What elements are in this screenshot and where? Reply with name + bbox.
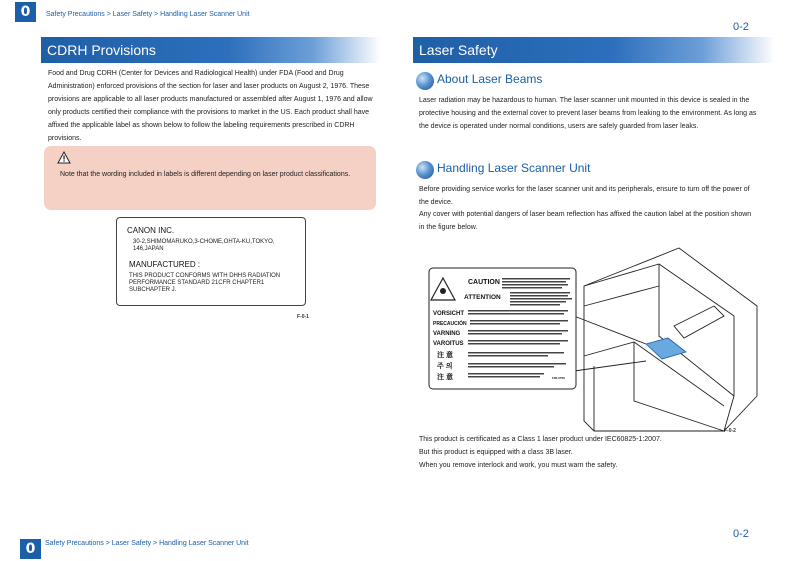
footer-line-2: But this product is equipped with a class 3B laser. <box>419 449 573 456</box>
about-laser-body: Laser radiation may be hazardous to human. The laser scanner unit mounted in this device is sealed in the protective housing and the external cover to prevent laser beams from leaking to the environment. As long as the device is operated under normal conditions, users are safely guarded from laser leaks. <box>419 97 757 130</box>
handling-body-1: Before providing service works for the laser scanner unit and its peripherals, ensure to turn off the power of the device. <box>419 186 750 206</box>
caution-note <box>44 146 376 210</box>
cdrh-body: Food and Drug CDRH (Center for Devices and Radiological Health) under FDA (Food and Drug Administration) enforced provisions of the section for laser and laser products on August 2, 1976. These provisions are applicable to all laser products manufactured or assembled after August 1, 1976 and allow only products certified their compliance with the provisions to market in the US. Each product shall have affixed the applicable label as shown below to follow the labeling requirements prescribed in CDRH provisions. <box>48 70 373 142</box>
caution-note-text: Note that the wording included in labels is different depending on laser product classifications. <box>60 171 351 178</box>
breadcrumb-item[interactable]: Safety Precautions <box>45 540 104 547</box>
caution-word: VARNING <box>433 331 461 337</box>
handling-heading: Handling Laser Scanner Unit <box>416 160 646 180</box>
footer-line-3: When you remove interlock and work, you must warn the safety. <box>419 462 618 469</box>
section-title-cdrh: CDRH Provisions <box>41 37 381 63</box>
caution-word: VORSICHT <box>433 311 465 317</box>
figure-label-1: F-0-1 <box>297 314 309 320</box>
cdrh-label <box>116 217 306 306</box>
breadcrumb: Safety Precautions > Laser Safety > Handling Laser Scanner Unit <box>46 11 250 18</box>
breadcrumb-item[interactable]: Handling Laser Scanner Unit <box>160 11 250 18</box>
chapter-badge-bottom: 0 <box>20 539 41 559</box>
caution-label-code: F00-0700 <box>552 376 565 380</box>
bullet-ball-icon <box>416 161 434 179</box>
chapter-badge: 0 <box>15 2 36 22</box>
page-number-bottom: 0-2 <box>733 528 749 540</box>
figure-label-2: F-0-2 <box>724 428 736 434</box>
breadcrumb-item[interactable]: Safety Precautions <box>46 11 105 18</box>
caution-word: ATTENTION <box>464 294 501 301</box>
caution-word: 注 意 <box>437 374 453 381</box>
handling-body-2: Any cover with potential dangers of laser beam reflection has affixed the caution label at the position shown in the figure below. <box>419 211 752 231</box>
caution-word: 주 의 <box>437 363 453 370</box>
label-statement: THIS PRODUCT CONFORMS WITH DHHS RADIATION PERFORMANCE STANDARD 21CFR CHAPTER1 SUBCHAPTER J. <box>129 273 281 293</box>
label-company: CANON INC. <box>127 226 175 235</box>
laser-caution-figure <box>424 246 758 432</box>
warning-icon <box>57 151 71 164</box>
breadcrumb-item[interactable]: Handling Laser Scanner Unit <box>159 540 249 547</box>
breadcrumb-item[interactable]: Laser Safety <box>112 11 153 18</box>
about-laser-heading: About Laser Beams <box>416 71 616 91</box>
page-number: 0-2 <box>733 21 749 33</box>
label-manufactured: MANUFACTURED : <box>129 260 201 269</box>
footer-line-1: This product is certificated as a Class 1 laser product under IEC60825-1:2007. <box>419 436 662 443</box>
caution-word: 注 意 <box>437 352 453 359</box>
caution-word: PRECAUCIÓN <box>433 321 467 327</box>
bullet-ball-icon <box>416 72 434 90</box>
caution-word: VAROITUS <box>433 341 464 347</box>
label-address: 30-2,SHIMOMARUKO,3-CHOME,OHTA-KU,TOKYO, 146,JAPAN <box>133 239 275 252</box>
breadcrumb-item[interactable]: Laser Safety <box>111 540 152 547</box>
caution-word: CAUTION <box>468 279 500 286</box>
breadcrumb-bottom: Safety Precautions > Laser Safety > Handling Laser Scanner Unit <box>45 540 249 547</box>
section-title-laser-safety: Laser Safety <box>413 37 775 63</box>
